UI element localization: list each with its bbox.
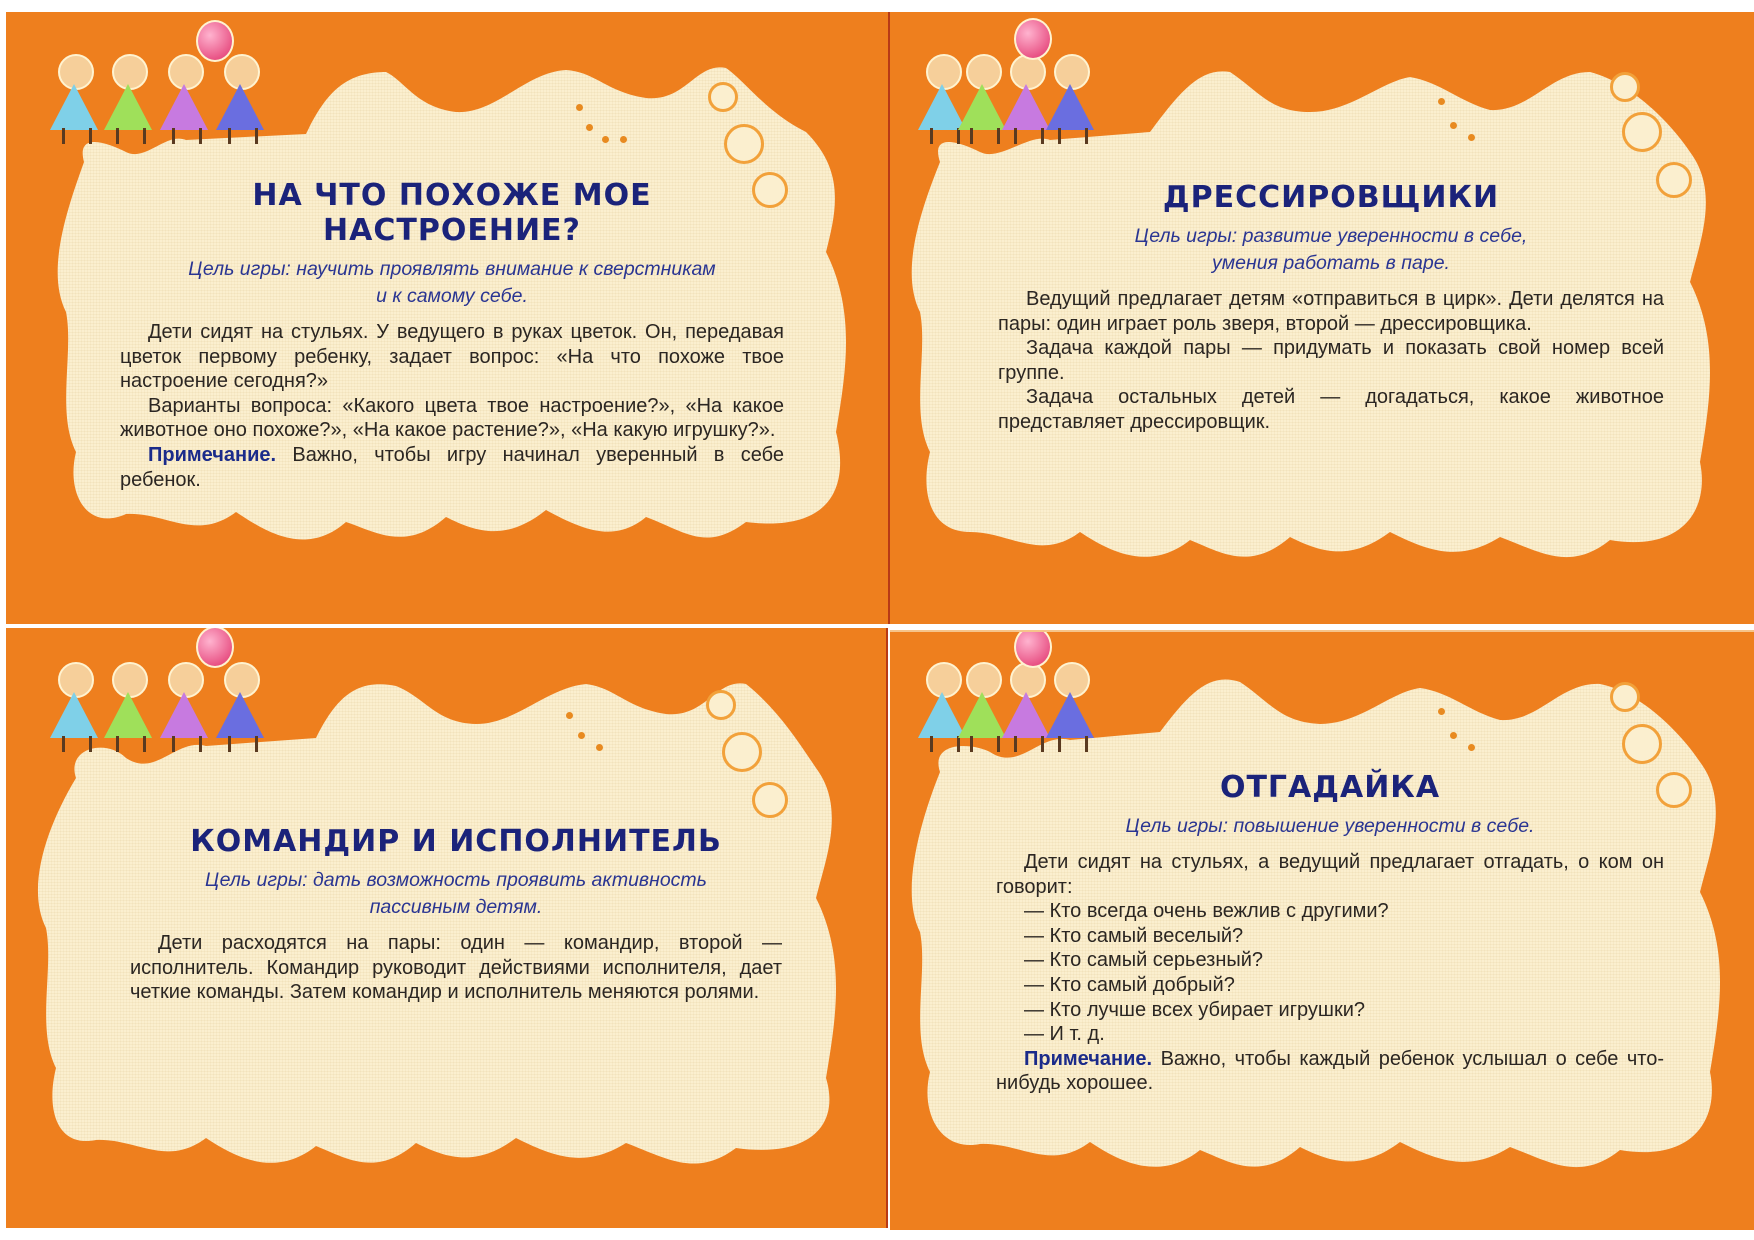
question-list-item: — И т. д. <box>1024 1023 1105 1046</box>
ornament-dot-icon <box>576 104 583 111</box>
card-title: ДРЕССИРОВЩИКИ <box>1162 180 1500 215</box>
ornament-dot-icon <box>578 732 585 739</box>
ornament-dot-icon <box>602 136 609 143</box>
goal-line: и к самому себе. <box>376 285 528 307</box>
flower-ornament-icon <box>1610 682 1640 712</box>
flower-ornament-icon <box>752 782 788 818</box>
ornament-dot-icon <box>1450 122 1457 129</box>
card-content <box>130 824 782 1005</box>
flower-ornament-icon <box>1610 72 1640 102</box>
card-paragraph: Варианты вопроса: «Какого цвета твое настроение?», «На какое животное оно похоже?», «На какое растение?», «На какую игрушку?». <box>120 394 784 442</box>
card-content <box>996 770 1664 1096</box>
question-list-item: — Кто самый серьезный? <box>1024 949 1264 972</box>
note-text: Важно, чтобы каждый ребенок услышал о себе что-нибудь хорошее. <box>996 1047 1664 1095</box>
children-illustration <box>46 634 306 754</box>
game-card-mood <box>6 12 890 624</box>
card-goal <box>130 867 782 921</box>
children-illustration <box>914 26 1174 146</box>
kid-figure-icon <box>100 36 156 146</box>
flower-ornament-icon <box>724 124 764 164</box>
question-list-item: — Кто всегда очень вежлив с другими? <box>1024 900 1389 923</box>
card-content <box>998 180 1664 435</box>
card-paragraph: Дети сидят на стульях, а ведущий предлагает отгадать, о ком он говорит: <box>996 851 1664 898</box>
note-text: Важно, чтобы игру начинал уверенный в себе ребенок. <box>120 443 784 491</box>
ornament-dot-icon <box>596 744 603 751</box>
balloon-icon <box>1014 18 1052 60</box>
ornament-dot-icon <box>1438 98 1445 105</box>
card-goal <box>998 223 1664 277</box>
card-note <box>120 443 784 492</box>
ornament-dot-icon <box>1450 732 1457 739</box>
note-label: Примечание. <box>1024 1047 1153 1070</box>
card-paragraph: Ведущий предлагает детям «отправиться в цирк». Дети делятся на пары: один играет роль зверя, второй — дрессировщика. <box>998 288 1664 335</box>
game-card-guessing <box>890 630 1754 1230</box>
goal-line: Цель игры: повышение уверенности в себе. <box>1125 815 1535 837</box>
ornament-dot-icon <box>1468 134 1475 141</box>
flower-ornament-icon <box>708 82 738 112</box>
card-paragraph: Задача каждой пары — придумать и показать свой номер всей группе. <box>998 337 1664 384</box>
ornament-dot-icon <box>1438 708 1445 715</box>
question-list-item: — Кто самый добрый? <box>1024 973 1235 996</box>
card-title: КОМАНДИР И ИСПОЛНИТЕЛЬ <box>190 824 722 859</box>
game-card-commander <box>6 628 888 1228</box>
goal-line: Цель игры: развитие уверенности в себе, <box>1134 225 1528 247</box>
ornament-dot-icon <box>586 124 593 131</box>
ornament-dot-icon <box>1468 744 1475 751</box>
card-paragraph: Задача остальных детей — догадаться, какое животное представляет дрессировщик. <box>998 386 1664 433</box>
card-goal <box>120 256 784 310</box>
card-title: НА ЧТО ПОХОЖЕ МОЕ НАСТРОЕНИЕ? <box>252 178 652 248</box>
card-paragraph: Дети сидят на стульях. У ведущего в руках цветок. Он, передавая цветок первому ребенку, задает вопрос: «На что похоже твое настроение сегодня?» <box>120 321 784 393</box>
flower-ornament-icon <box>706 690 736 720</box>
card-note <box>996 1047 1664 1096</box>
children-illustration <box>914 634 1174 754</box>
goal-line: Цель игры: дать возможность проявить активность <box>205 869 707 891</box>
kid-figure-icon <box>46 36 102 146</box>
question-list-item: — Кто лучше всех убирает игрушки? <box>1024 998 1366 1021</box>
kid-figure-icon <box>46 644 102 754</box>
ornament-dot-icon <box>566 712 573 719</box>
card-content <box>120 178 784 492</box>
question-list-item: — Кто самый веселый? <box>1024 924 1244 947</box>
flower-ornament-icon <box>1622 724 1662 764</box>
ornament-dot-icon <box>620 136 627 143</box>
note-label: Примечание. <box>148 443 277 466</box>
balloon-icon <box>196 628 234 668</box>
kid-figure-icon <box>1042 644 1098 754</box>
card-title: ОТГАДАЙКА <box>1219 770 1441 805</box>
flower-ornament-icon <box>722 732 762 772</box>
goal-line: пассивным детям. <box>369 896 543 918</box>
flower-ornament-icon <box>1622 112 1662 152</box>
balloon-icon <box>196 20 234 62</box>
goal-line: умения работать в паре. <box>1212 252 1450 274</box>
kid-figure-icon <box>1042 36 1098 146</box>
card-goal <box>996 813 1664 840</box>
card-paragraph: Дети расходятся на пары: один — командир, второй — исполнитель. Командир руководит действиями исполнителя, дает четкие команды. Затем командир и исполнитель меняются ролями. <box>130 932 782 1004</box>
game-card-trainers <box>890 12 1754 624</box>
children-illustration <box>46 26 306 146</box>
goal-line: Цель игры: научить проявлять внимание к сверстникам <box>188 258 716 280</box>
kid-figure-icon <box>100 644 156 754</box>
